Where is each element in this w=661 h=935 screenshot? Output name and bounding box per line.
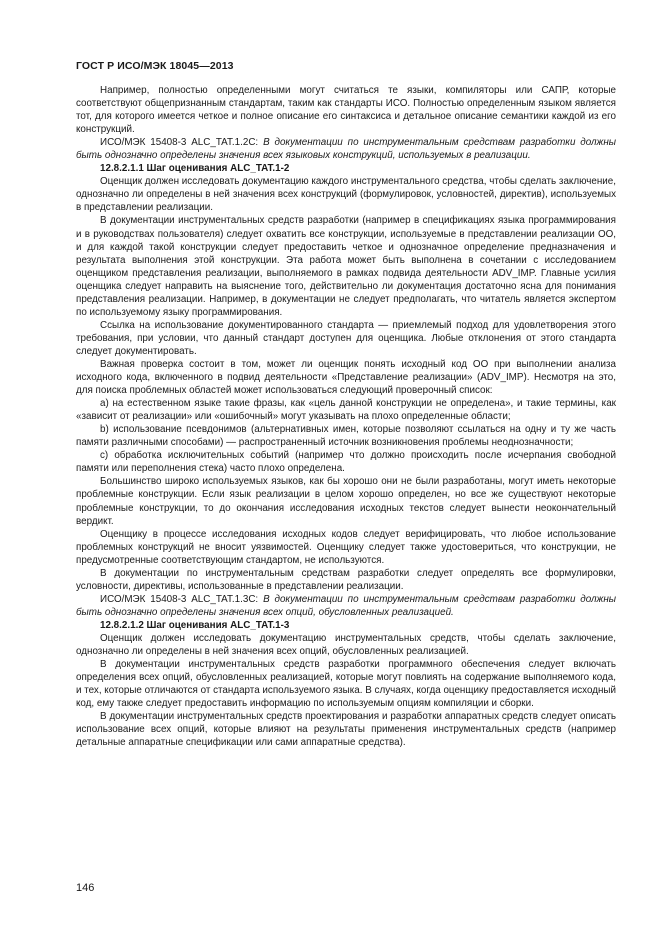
requirement-text: В документации по инструментальным средствам разработки должны быть однозначно определены значения всех языковых конструкций, используемых в реализации. (76, 137, 616, 162)
document-body (76, 84, 616, 749)
document-header: ГОСТ Р ИСО/МЭК 18045—2013 (76, 60, 234, 72)
paragraph: В документации инструментальных средств проектирования и разработки аппаратных средств следует описать использование всех опций, которые влияют на результаты применения инструментальных средств (например детальные аппаратные спецификации или сами аппаратные средства). (76, 711, 616, 749)
paragraph: В документации по инструментальным средствам разработки следует определять все формулировки, условности, директивы, использованные в представлении реализации. (76, 567, 616, 592)
list-item: а) на естественном языке такие фразы, как «цель данной конструкции не определена», и такие термины, как «зависит от реализации» или «ошибочный» могут указывать на плохо определенные области; (76, 398, 616, 423)
requirement-ref: ИСО/МЭК 15408-3 ALC_TAT.1.2C: (100, 137, 259, 149)
page-number: 146 (76, 882, 95, 894)
requirement-text: В документации по инструментальным средствам разработки должны быть однозначно определены значения всех опций, обусловленных реализацией. (76, 593, 616, 618)
paragraph: Например, полностью определенными могут считаться те языки, компиляторы или САПР, которые соответствуют общепризнанным стандартам, таким как стандарты ИСО. Полностью определенным языком является тот, для которого имеется четкое и полное описание его синтаксиса и детальное описание семантики каждой из его конструкций. (76, 85, 616, 136)
list-item: b) использование псевдонимов (альтернативных имен, которые позволяют ссылаться на одну и ту же часть памяти различными способами) — распространенный источник возникновения проблемы неоднозначности; (76, 424, 616, 449)
paragraph: Оценщик должен исследовать документацию каждого инструментального средства, чтобы сделать заключение, однозначно ли определены в ней значения всех конструкций (формулировок, условностей, директив), используемых в представлении реализации. (76, 176, 616, 214)
requirement-paragraph (76, 593, 616, 619)
paragraph: Ссылка на использование документированного стандарта — приемлемый подход для удовлетворения этого требования, при условии, что данный стандарт доступен для оценщика. Любые отклонения от этого стандарта следует документировать. (76, 319, 616, 357)
paragraph: Большинство широко используемых языков, как бы хорошо они не были разработаны, могут иметь некоторые проблемные конструкции. Если язык реализации в целом хорошо определен, но все же существуют некоторые проблемные конструкции, то до окончания исследования исходных текстов следует вынести неокончательный вердикт. (76, 476, 616, 527)
requirement-ref: ИСО/МЭК 15408-3 ALC_TAT.1.3C: (100, 593, 259, 605)
paragraph: Оценщик должен исследовать документацию инструментальных средств, чтобы сделать заключение, однозначно ли определены в ней значения всех опций, обусловленных реализацией. (76, 632, 616, 658)
paragraph: В документации инструментальных средств разработки (например в спецификациях языка программирования и в руководствах пользователя) следует охватить все конструкции, используемые в представлении реализации ОО, и для каждой такой конструкции следует предоставить четкое и однозначное определение предназначения и результата выполнения этой конструкции. Эта работа может быть выполнена в сочетании с исследованием оценщиком представления реализации, выполняемого в рамках подвида деятельности ADV_IMP. Главные усилия оценщика следует направить на выяснение того, действительно ли документация достаточно ясна для понимания представления реализации. Например, в документации не следует предполагать, что читатель является экспертом по используемому языку программирования. (76, 215, 616, 318)
section-heading: 12.8.2.1.2 Шаг оценивания ALC_TAT.1-3 (100, 619, 290, 631)
paragraph: В документации инструментальных средств разработки программного обеспечения следует включать определения всех опций, обусловленных реализацией, которые могут повлиять на содержание выполняемого кода, и тех, которые отличаются от стандарта используемого языка. В случаях, когда оценщику предоставляется исходный код, ему также следует предоставить информацию по используемым опциям компиляции и сборки. (76, 659, 616, 710)
paragraph: Важная проверка состоит в том, может ли оценщик понять исходный код ОО при выполнении анализа исходного кода, включенного в подвид деятельности «Представление реализации» (ADV_IMP). Несмотря на это, для поиска проблемных областей может использоваться следующий проверочный список: (76, 358, 616, 397)
section-heading: 12.8.2.1.1 Шаг оценивания ALC_TAT.1-2 (100, 163, 290, 175)
list-item: с) обработка исключительных событий (например что должно происходить после исчерпания свободной памяти или переполнения стека) часто плохо определена. (76, 450, 616, 475)
requirement-paragraph (76, 136, 616, 162)
paragraph: Оценщику в процессе исследования исходных кодов следует верифицировать, что любое использование проблемных конструкций не вносит уязвимостей. Оценщику следует также удостовериться, что конструкции, не предусмотренные соответствующим стандартом, не используются. (76, 528, 616, 566)
